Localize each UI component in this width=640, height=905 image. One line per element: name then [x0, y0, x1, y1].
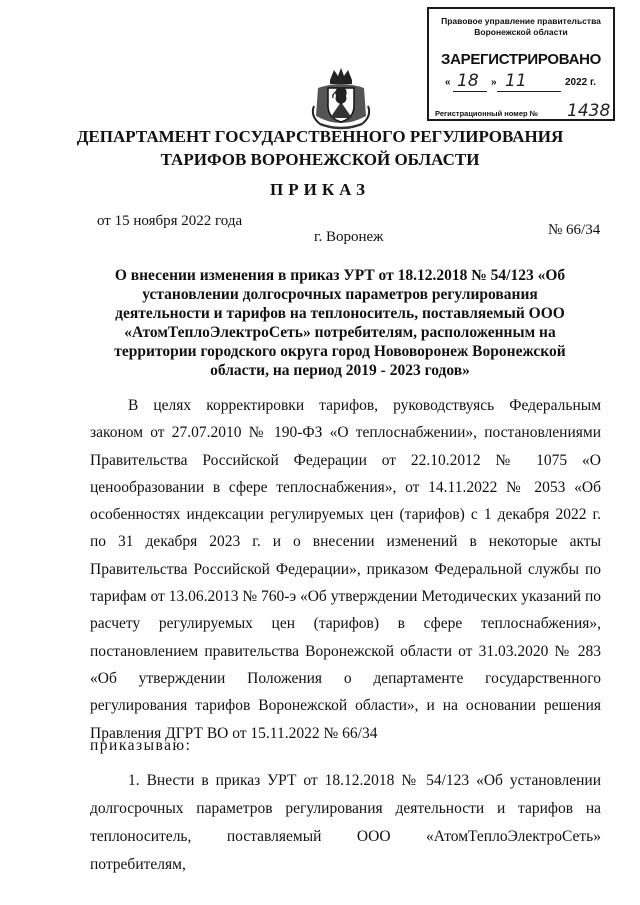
department-name-line2: ТАРИФОВ ВОРОНЕЖСКОЙ ОБЛАСТИ [160, 150, 480, 169]
stamp-org-line1: Правовое управление правительства [441, 16, 601, 26]
order-item-1-text: 1. Внести в приказ УРТ от 18.12.2018 № 54/123 «Об установлении долгосрочных параметров регулирования деятельности и тарифов на теплоноситель, поставляемый ООО «АтомТеплоЭлектроСеть» потребителям, [90, 772, 601, 873]
stamp-day-underline [453, 91, 487, 92]
order-subject-heading: О внесении изменения в приказ УРТ от 18.12.2018 № 54/123 «Об установлении долгосрочных параметров регулирования деятельности и тарифов на теплоноситель, поставляемый ООО «АтомТеплоЭлектроСеть» потребителям, расположенным на территории городского округа город Нововоронеж Воронежской области, на период 2019 - 2023 годов» [114, 267, 566, 379]
order-item-1 [90, 767, 601, 879]
stamp-date-close: » [491, 77, 497, 88]
order-city: г. Воронеж [314, 229, 384, 245]
stamp-title: ЗАРЕГИСТРИРОВАНО [440, 51, 602, 68]
coat-of-arms-icon [308, 66, 374, 132]
document-type-title: ПРИКАЗ [270, 180, 370, 199]
stamp-reg-number: 1438 [567, 101, 611, 121]
department-name [40, 125, 600, 171]
order-date: от 15 ноября 2022 года [97, 213, 243, 229]
order-number: № 66/34 [548, 222, 601, 238]
stamp-reg-label: Регистрационный номер № [435, 109, 539, 118]
stamp-month-underline [497, 91, 561, 92]
preamble-text: В целях корректировки тарифов, руководствуясь Федеральным законом от 27.07.2010 № 190-ФЗ «О теплоснабжении», постановлениями Правительства Российской Федерации от 22.10.2012 № 1075 «О ценообразовании в сфере теплоснабжения», от 14.11.2022 № 2053 «Об особенностях индексации регулируемых цен (тарифов) с 1 декабря 2022 г. по 31 декабря 2023 г. и о внесении изменений в некоторые акты Правительства Российской Федерации», приказом Федеральной службы по тарифам от 13.06.2013 № 760-э «Об утверждении Методических указаний по расчету регулируемых цен (тарифов) в сфере теплоснабжения», постановлением правительства Воронежской области от 31.03.2020 № 283 «Об утверждении Положения о департаменте государственного регулирования тарифов Воронежской области», и на основании решения Правления ДГРТ ВО от 15.11.2022 № 66/34 [90, 397, 601, 742]
registration-stamp [427, 7, 615, 121]
stamp-year: 2022 г. [565, 77, 596, 88]
preamble-paragraph [90, 392, 601, 747]
decree-word: приказываю: [90, 737, 192, 754]
stamp-org-line2: Воронежской области [474, 27, 568, 37]
stamp-month: 11 [505, 71, 527, 91]
department-name-line1: ДЕПАРТАМЕНТ ГОСУДАРСТВЕННОГО РЕГУЛИРОВАНИЯ [76, 127, 564, 146]
stamp-day: 18 [457, 71, 479, 91]
stamp-date-open: « [445, 77, 451, 88]
